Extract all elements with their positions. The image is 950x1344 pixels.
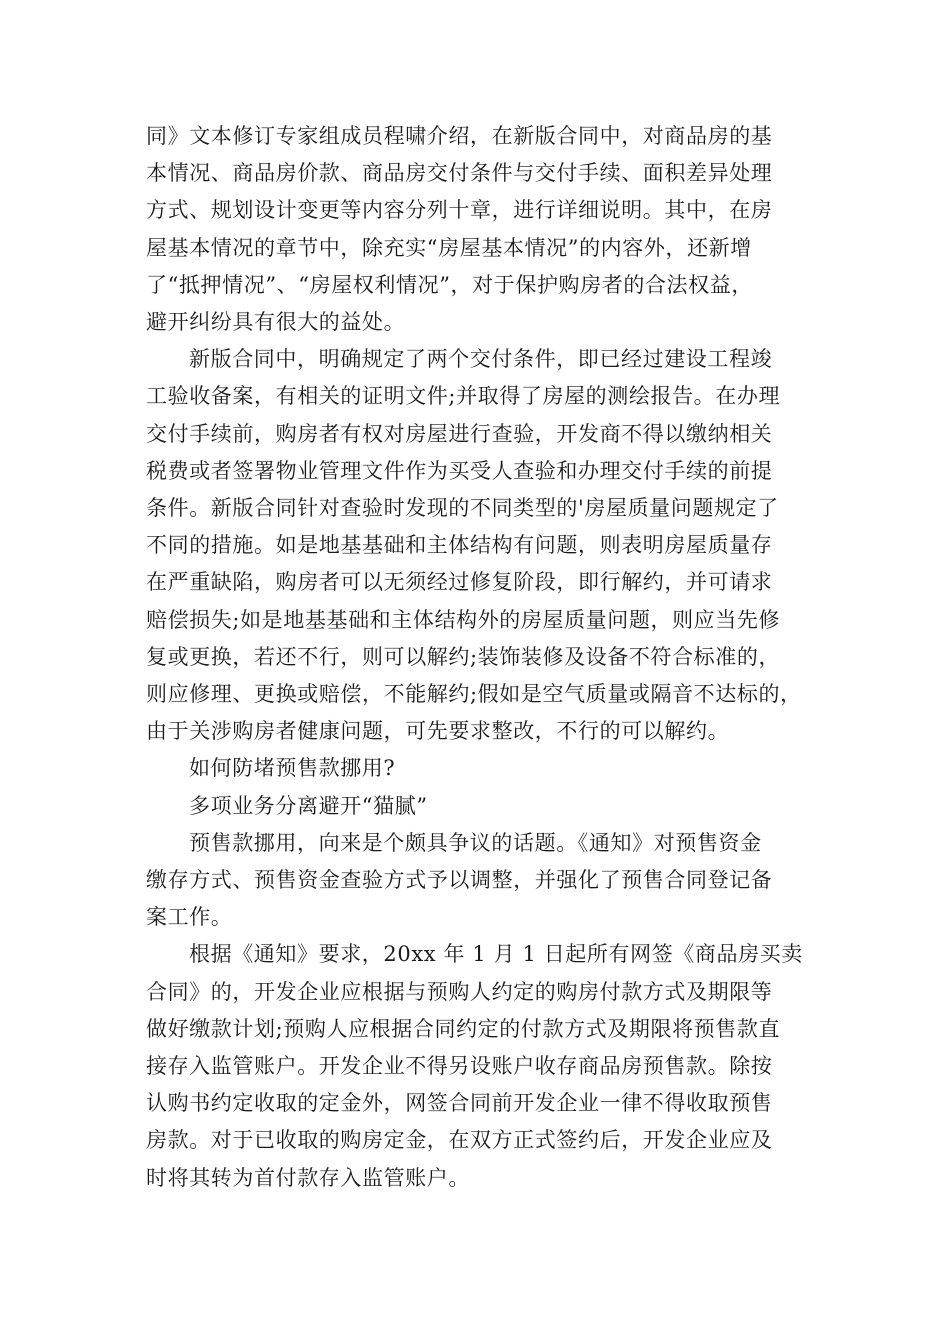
paragraph <box>146 118 814 341</box>
text-line: 做好缴款计划;预购人应根据合同约定的付款方式及期限将预售款直 <box>146 1016 781 1041</box>
text-line: 同》文本修订专家组成员程啸介绍，在新版合同中，对商品房的基 <box>146 124 773 148</box>
document-body <box>146 118 814 1197</box>
paragraph <box>146 788 814 825</box>
text-line: 则应修理、更换或赔偿，不能解约;假如是空气质量或隔音不达标的， <box>146 682 802 707</box>
text-line: 工验收备案，有相关的证明文件;并取得了房屋的测绘报告。在办理 <box>146 384 781 409</box>
text-line: 如何防堵预售款挪用? <box>189 756 396 781</box>
text-line: 新版合同中，明确规定了两个交付条件，即已经过建设工程竣 <box>189 347 773 372</box>
text-line: 赔偿损失;如是地基基础和主体结构外的房屋质量问题，则应当先修 <box>146 607 781 632</box>
paragraph <box>146 825 814 937</box>
text-line: 条件。新版合同针对查验时发现的不同类型的'房屋质量问题规定了 <box>146 496 779 521</box>
text-line: 本情况、商品房价款、商品房交付条件与交付手续、面积差异处理 <box>146 161 773 186</box>
paragraph <box>146 341 814 750</box>
text-line: 根据《通知》要求，20xx 年 1 月 1 日起所有网签《商品房买卖 <box>189 942 803 967</box>
text-line: 税费或者签署物业管理文件作为买受人查验和办理交付手续的前提 <box>146 458 773 483</box>
paragraph <box>146 750 814 787</box>
text-line: 房款。对于已收取的购房定金，在双方正式签约后，开发企业应及 <box>146 1128 773 1153</box>
text-line: 接存入监管账户。开发企业不得另设账户收存商品房预售款。除按 <box>146 1054 773 1079</box>
text-line: 在严重缺陷，购房者可以无须经过修复阶段，即行解约，并可请求 <box>146 570 773 595</box>
text-line: 预售款挪用，向来是个颇具争议的话题。《通知》对预售资金 <box>189 830 762 855</box>
text-line: 避开纠纷具有很大的益处。 <box>146 310 406 335</box>
text-line: 交付手续前，购房者有权对房屋进行查验，开发商不得以缴纳相关 <box>146 421 773 446</box>
text-line: 案工作。 <box>146 905 233 930</box>
text-line: 了“抵押情况”、“房屋权利情况”，对于保护购房者的合法权益， <box>146 272 753 297</box>
text-line: 不同的措施。如是地基基础和主体结构有问题，则表明房屋质量存 <box>146 533 773 558</box>
text-line: 由于关涉购房者健康问题，可先要求整改，不行的可以解约。 <box>146 719 730 744</box>
text-line: 屋基本情况的章节中，除充实“房屋基本情况”的内容外，还新增 <box>146 235 752 260</box>
text-line: 复或更换，若还不行，则可以解约;装饰装修及设备不符合标准的， <box>146 644 781 669</box>
text-line: 缴存方式、预售资金查验方式予以调整，并强化了预售合同登记备 <box>146 868 773 893</box>
text-line: 方式、规划设计变更等内容分列十章，进行详细说明。其中，在房 <box>146 198 773 223</box>
text-line: 多项业务分离避开“猫腻” <box>189 793 428 818</box>
text-line: 时将其转为首付款存入监管账户。 <box>146 1165 470 1190</box>
text-line: 认购书约定收取的定金外，网签合同前开发企业一律不得收取预售 <box>146 1091 773 1116</box>
paragraph <box>146 936 814 1196</box>
text-line: 合同》的，开发企业应根据与预购人约定的购房付款方式及期限等 <box>146 979 773 1004</box>
